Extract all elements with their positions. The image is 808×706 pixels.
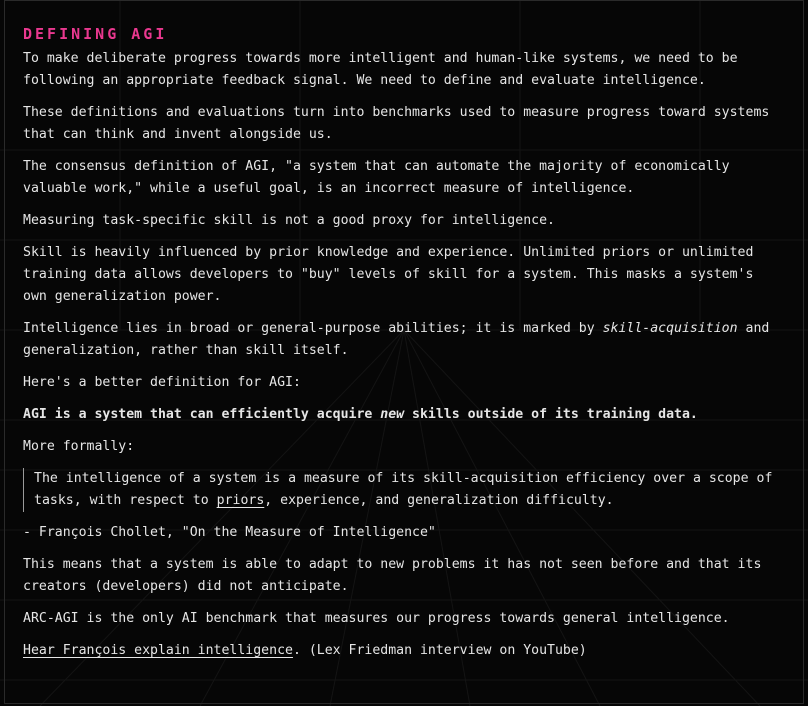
text-span: . (Lex Friedman interview on YouTube) [292, 643, 587, 658]
emphasis-new: new [380, 407, 405, 422]
text-span: skills outside of its training data. [404, 407, 698, 422]
text-span: The intelligence of a system is a measure of its skill-acquisition efficiency over a scope of tasks, with respect to [34, 471, 773, 508]
paragraph-benchmarks: These definitions and evaluations turn into benchmarks used to measure progress toward systems that can think and invent alongside us. [23, 105, 770, 142]
paragraph-intelligence-lies [23, 318, 785, 362]
chollet-quote [23, 468, 785, 512]
text-span: AGI is a system that can efficiently acquire [23, 407, 381, 422]
text-span: , experience, and generalization difficulty. [264, 493, 614, 508]
paragraph-priors: Skill is heavily influenced by prior knowledge and experience. Unlimited priors or unlimited training data allows developers to "buy" levels of skill for a system. This masks a system's own generalization power. [23, 245, 754, 304]
priors-link[interactable]: priors [216, 493, 265, 508]
paragraph-interview [23, 640, 785, 662]
defining-agi-card [4, 0, 804, 704]
emphasis-skill-acquisition: skill-acquisition [602, 321, 738, 336]
agi-definition [23, 404, 785, 426]
paragraph-more-formally: More formally: [23, 439, 135, 454]
quote-attribution: - François Chollet, "On the Measure of Intelligence" [23, 525, 436, 540]
paragraph-task-specific-skill: Measuring task-specific skill is not a good proxy for intelligence. [23, 213, 555, 228]
text-span: and generalization, rather than skill itself. [23, 321, 770, 358]
paragraph-consensus-definition: The consensus definition of AGI, "a system that can automate the majority of economically valuable work," while a useful goal, is an incorrect measure of intelligence. [23, 159, 730, 196]
paragraph-better-definition: Here's a better definition for AGI: [23, 375, 301, 390]
paragraph-adapt: This means that a system is able to adapt to new problems it has not seen before and that its creators (developers) did not anticipate. [23, 557, 762, 594]
text-span: Intelligence lies in broad or general-purpose abilities; it is marked by [23, 321, 603, 336]
interview-link[interactable]: Hear François explain intelligence [23, 643, 293, 658]
paragraph-feedback-signal: To make deliberate progress towards more intelligent and human-like systems, we need to be following an appropriate feedback signal. We need to define and evaluate intelligence. [23, 51, 738, 88]
section-title: DEFINING AGI [23, 25, 168, 43]
paragraph-arc-agi: ARC-AGI is the only AI benchmark that measures our progress towards general intelligence. [23, 611, 730, 626]
